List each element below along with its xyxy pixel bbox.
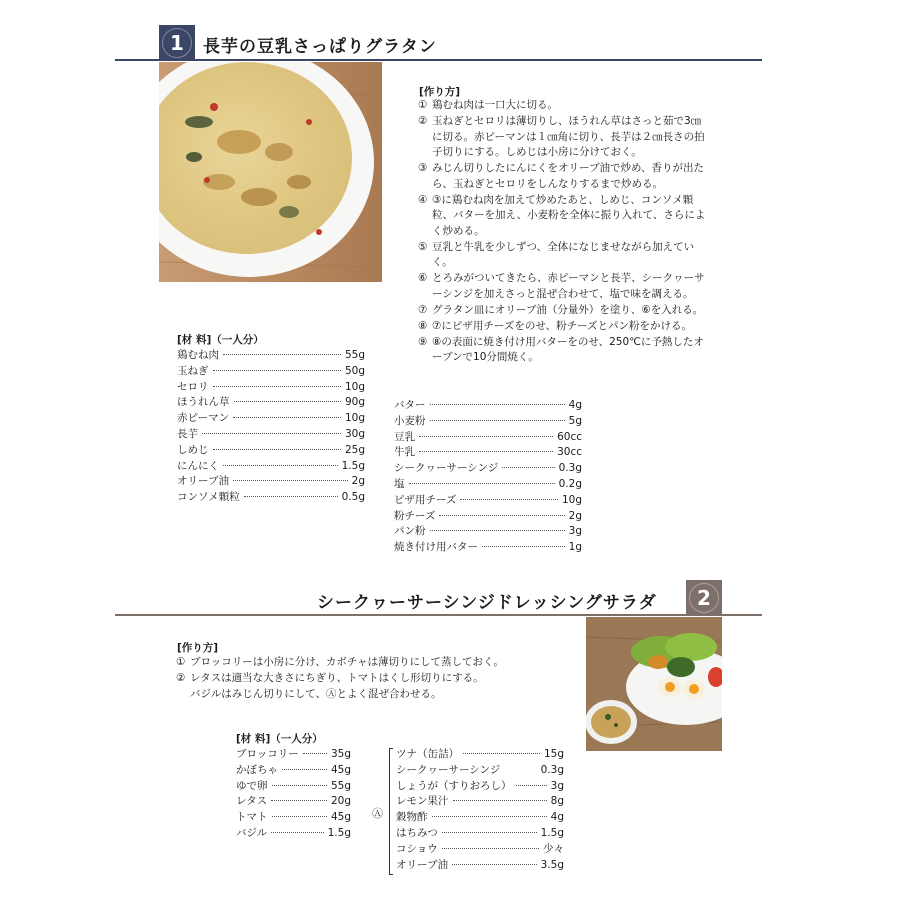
leader-dots bbox=[213, 449, 341, 450]
leader-dots bbox=[271, 832, 323, 833]
leader-dots bbox=[202, 433, 341, 434]
leader-dots bbox=[442, 832, 537, 833]
ingredient-row: 粉チーズ 2g bbox=[394, 509, 582, 522]
ingredient-row: コンソメ顆粒 0.5g bbox=[177, 491, 365, 504]
ingredient-row: パン粉 3g bbox=[394, 525, 582, 538]
ingredient-row: 小麦粉 5g bbox=[394, 414, 582, 427]
leader-dots bbox=[213, 386, 341, 387]
method-step: ① 鶏むね肉は一口大に切る。 bbox=[418, 99, 558, 111]
ingredient-row: バター 4g bbox=[394, 399, 582, 411]
recipe-title: シークヮーサーシンジドレッシングサラダ bbox=[317, 593, 657, 613]
leader-dots bbox=[504, 769, 536, 770]
title-underline bbox=[115, 59, 762, 61]
ingredient-row: 焼き付け用バター 1g bbox=[394, 541, 582, 554]
leader-dots bbox=[463, 753, 540, 754]
method-step: バジルはみじん切りにして、Ⓐとよく混ぜ合わせる。 bbox=[190, 688, 442, 700]
leader-dots bbox=[502, 467, 554, 468]
recipe-number-badge bbox=[159, 25, 195, 61]
recipe-number-badge bbox=[686, 580, 722, 616]
method-step: ⑨ ⑧の表面に焼き付け用バターをのせ、250℃に予熱したオーブンで10分間焼く。 bbox=[418, 335, 704, 363]
ingredient-row: ピザ用チーズ 10g bbox=[394, 493, 582, 506]
leader-dots bbox=[453, 800, 547, 801]
ingredient-row: 玉ねぎ 50g bbox=[177, 364, 365, 377]
ingredients-list-left bbox=[177, 348, 365, 506]
leader-dots bbox=[233, 480, 348, 481]
ingredient-row: レモン果汁 8g bbox=[396, 795, 564, 808]
ingredient-row: ブロッコリー 35g bbox=[236, 748, 351, 760]
ingredient-row: かぼちゃ 45g bbox=[236, 763, 351, 776]
leader-dots bbox=[516, 785, 547, 786]
leader-dots bbox=[419, 436, 553, 437]
ingredient-row: ほうれん草 90g bbox=[177, 396, 365, 409]
ingredient-row: トマト 45g bbox=[236, 811, 351, 824]
group-a-bracket bbox=[389, 748, 393, 875]
method-step: ④ ③に鶏むね肉を加えて炒めたあと、しめじ、コンソメ顆粒、バターを加え、小麦粉を全体に振り入れて、さらによく炒める。 bbox=[418, 193, 706, 237]
leader-dots bbox=[430, 530, 565, 531]
leader-dots bbox=[460, 499, 557, 500]
method-step: ⑦ グラタン皿にオリーブ油（分量外）を塗り、⑥を入れる。 bbox=[418, 303, 704, 316]
recipe-title: 長芋の豆乳さっぱりグラタン bbox=[203, 37, 437, 57]
ingredient-row: 牛乳 30cc bbox=[394, 446, 582, 459]
leader-dots bbox=[409, 483, 555, 484]
method-step: ③ みじん切りしたにんにくをオリーブ油で炒め、香りが出たら、玉ねぎとセロリをしんなりするまで炒める。 bbox=[418, 162, 705, 190]
leader-dots bbox=[439, 515, 564, 516]
ingredient-row: 穀物酢 4g bbox=[396, 811, 564, 824]
leader-dots bbox=[272, 816, 327, 817]
leader-dots bbox=[213, 370, 341, 371]
ingredient-row: シークヮーサーシンジ 0.3g bbox=[394, 462, 582, 475]
leader-dots bbox=[442, 848, 539, 849]
leader-dots bbox=[271, 800, 327, 801]
ingredient-row: しめじ 25g bbox=[177, 443, 365, 456]
ingredients-list-right bbox=[396, 747, 564, 873]
ingredient-row: 長芋 30g bbox=[177, 427, 365, 440]
leader-dots bbox=[244, 496, 338, 497]
ingredient-row: 鶏むね肉 55g bbox=[177, 349, 365, 361]
leader-dots bbox=[430, 420, 565, 421]
method-step: ⑥ とろみがついてきたら、赤ピーマンと長芋、シークヮーサーシンジを加えさっと混ぜ合わせて、塩で味を調える。 bbox=[418, 272, 705, 300]
ingredients-list-left bbox=[236, 747, 351, 842]
leader-dots bbox=[223, 465, 338, 466]
group-a-marker: Ⓐ bbox=[372, 807, 383, 820]
method-heading: [作り方] bbox=[419, 86, 461, 98]
leader-dots bbox=[482, 546, 565, 547]
method-step: ⑧ ⑦にピザ用チーズをのせ、粉チーズとパン粉をかける。 bbox=[418, 319, 693, 332]
ingredient-row: レタス 20g bbox=[236, 795, 351, 808]
leader-dots bbox=[419, 451, 553, 452]
ingredient-row: にんにく 1.5g bbox=[177, 459, 365, 472]
ingredient-row: ゆで卵 55g bbox=[236, 779, 351, 792]
method-heading: [作り方] bbox=[177, 642, 219, 654]
ingredient-row: 豆乳 60cc bbox=[394, 430, 582, 443]
ingredient-row: オリーブ油 3.5g bbox=[396, 858, 564, 871]
ingredient-row: 塩 0.2g bbox=[394, 477, 582, 490]
ingredients-heading: [材 料]（一人分） bbox=[236, 733, 323, 745]
ingredient-row: 赤ピーマン 10g bbox=[177, 412, 365, 425]
leader-dots bbox=[303, 753, 327, 754]
ingredient-row: セロリ 10g bbox=[177, 380, 365, 393]
leader-dots bbox=[430, 404, 565, 405]
recipe-number: 2 bbox=[697, 586, 711, 610]
leader-dots bbox=[452, 864, 537, 865]
gratin-photo bbox=[159, 62, 382, 282]
leader-dots bbox=[432, 816, 547, 817]
ingredient-row: バジル 1.5g bbox=[236, 826, 351, 839]
ingredient-row: コショウ 少々 bbox=[396, 842, 564, 855]
salad-photo bbox=[586, 617, 722, 751]
salad-illustration bbox=[586, 617, 722, 751]
leader-dots bbox=[272, 785, 327, 786]
gratin-illustration bbox=[159, 62, 382, 282]
ingredient-row: オリーブ油 2g bbox=[177, 475, 365, 488]
ingredients-list-right bbox=[394, 398, 582, 556]
method-steps bbox=[176, 655, 576, 703]
leader-dots bbox=[282, 769, 327, 770]
ingredient-row: シークヮーサーシンジ 0.3g bbox=[396, 763, 564, 776]
ingredients-heading: [材 料]（一人分） bbox=[177, 334, 264, 346]
method-step: ② レタスは適当な大きさにちぎり、トマトはくし形切りにする。 bbox=[176, 672, 484, 684]
ingredient-row: ツナ（缶詰） 15g bbox=[396, 748, 564, 760]
ingredient-row: しょうが（すりおろし） 3g bbox=[396, 779, 564, 792]
ingredient-row: はちみつ 1.5g bbox=[396, 826, 564, 839]
leader-dots bbox=[233, 417, 341, 418]
leader-dots bbox=[223, 354, 341, 355]
title-underline bbox=[115, 614, 762, 616]
method-steps bbox=[418, 98, 710, 366]
method-step: ② 玉ねぎとセロリは薄切りし、ほうれん草はさっと茹で3㎝に切る。赤ピーマンは１㎝角に切り、長芋は２㎝長さの拍子切りにする。しめじは小房に分けておく。 bbox=[418, 115, 705, 158]
recipe-number: 1 bbox=[170, 31, 184, 55]
leader-dots bbox=[234, 401, 341, 402]
method-step: ⑤ 豆乳と牛乳を少しずつ、全体になじませながら加えていく。 bbox=[418, 240, 695, 268]
method-step: ① ブロッコリーは小房に分け、カボチャは薄切りにして蒸しておく。 bbox=[176, 656, 504, 668]
